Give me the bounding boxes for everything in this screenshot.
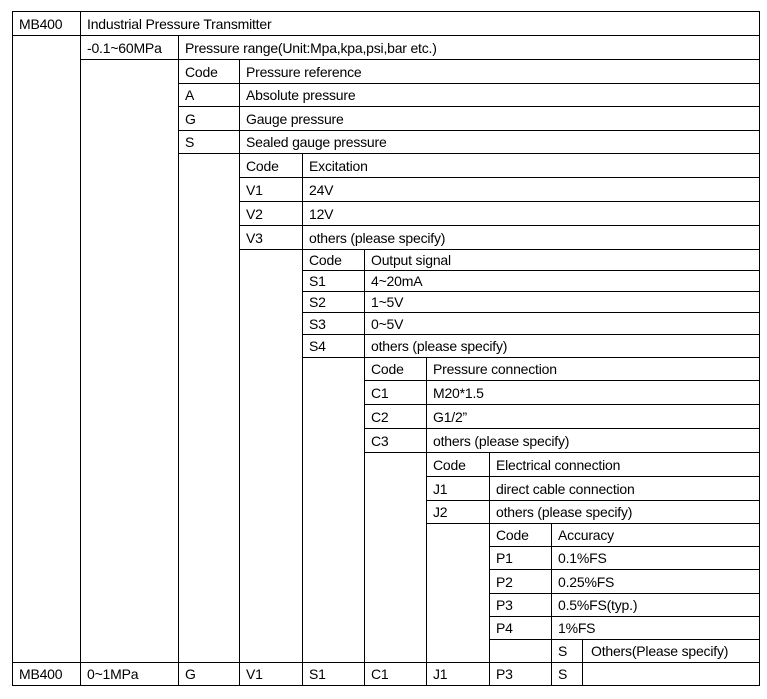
example-range: 0~1MPa: [80, 662, 178, 686]
pressure-connection-label: G1/2”: [426, 404, 760, 428]
pressure-reference-code-header: Code: [178, 59, 239, 83]
example-electrical-connection: J1: [426, 662, 489, 686]
output-signal-code: S3: [302, 312, 364, 334]
model-code-cell: MB400: [12, 11, 80, 35]
pressure-connection-label: M20*1.5: [426, 380, 760, 404]
example-accuracy: P3: [489, 662, 551, 686]
output-signal-label: others (please specify): [364, 334, 760, 357]
blank-cell: [489, 639, 551, 662]
pressure-reference-code: A: [178, 83, 239, 106]
output-signal-label: 1~5V: [364, 291, 760, 312]
accuracy-code: P3: [489, 593, 551, 616]
accuracy-code: P1: [489, 546, 551, 569]
accuracy-label: 0.1%FS: [551, 546, 760, 569]
electrical-connection-label: others (please specify): [489, 500, 760, 523]
range-value-cell: -0.1~60MPa: [80, 35, 178, 59]
blank-cell: [12, 35, 80, 662]
pressure-reference-code: S: [178, 130, 239, 153]
electrical-connection-code: J1: [426, 476, 489, 500]
accuracy-label: 0.5%FS(typ.): [551, 593, 760, 616]
pressure-connection-code-header: Code: [364, 357, 426, 380]
special-code: S: [551, 639, 582, 662]
excitation-code: V2: [239, 201, 302, 225]
accuracy-label: 0.25%FS: [551, 569, 760, 593]
electrical-connection-code: J2: [426, 500, 489, 523]
pressure-connection-code: C3: [364, 428, 426, 452]
output-signal-code: S2: [302, 291, 364, 312]
electrical-connection-label: direct cable connection: [489, 476, 760, 500]
excitation-label: 12V: [302, 201, 760, 225]
blank-cell: [178, 153, 239, 662]
pressure-connection-header: Pressure connection: [426, 357, 760, 380]
example-special: S: [551, 662, 582, 686]
excitation-code: V1: [239, 177, 302, 201]
electrical-connection-code-header: Code: [426, 452, 489, 476]
blank-cell: [302, 357, 364, 662]
special-label: Others(Please specify): [582, 639, 760, 662]
output-signal-code: S1: [302, 270, 364, 291]
pressure-reference-label: Absolute pressure: [239, 83, 760, 106]
pressure-connection-code: C1: [364, 380, 426, 404]
output-signal-code-header: Code: [302, 249, 364, 270]
accuracy-label: 1%FS: [551, 616, 760, 639]
example-pressure-connection: C1: [364, 662, 426, 686]
blank-cell: [364, 452, 426, 662]
example-model: MB400: [12, 662, 80, 686]
excitation-code: V3: [239, 225, 302, 249]
blank-cell: [80, 59, 178, 662]
blank-cell: [239, 249, 302, 662]
pressure-reference-header: Pressure reference: [239, 59, 760, 83]
pressure-reference-code: G: [178, 106, 239, 130]
pressure-reference-label: Gauge pressure: [239, 106, 760, 130]
product-title-cell: Industrial Pressure Transmitter: [80, 11, 760, 35]
excitation-label: 24V: [302, 177, 760, 201]
blank-cell: [582, 662, 760, 686]
pressure-connection-code: C2: [364, 404, 426, 428]
blank-cell: [426, 523, 489, 662]
accuracy-code: P2: [489, 569, 551, 593]
accuracy-header: Accuracy: [551, 523, 760, 546]
example-pressure-reference: G: [178, 662, 239, 686]
output-signal-header: Output signal: [364, 249, 760, 270]
electrical-connection-header: Electrical connection: [489, 452, 760, 476]
pressure-reference-label: Sealed gauge pressure: [239, 130, 760, 153]
range-description-cell: Pressure range(Unit:Mpa,kpa,psi,bar etc.): [178, 35, 760, 59]
output-signal-label: 4~20mA: [364, 270, 760, 291]
accuracy-code-header: Code: [489, 523, 551, 546]
output-signal-label: 0~5V: [364, 312, 760, 334]
example-excitation: V1: [239, 662, 302, 686]
excitation-code-header: Code: [239, 153, 302, 177]
example-output-signal: S1: [302, 662, 364, 686]
output-signal-code: S4: [302, 334, 364, 357]
excitation-header: Excitation: [302, 153, 760, 177]
excitation-label: others (please specify): [302, 225, 760, 249]
accuracy-code: P4: [489, 616, 551, 639]
pressure-connection-label: others (please specify): [426, 428, 760, 452]
